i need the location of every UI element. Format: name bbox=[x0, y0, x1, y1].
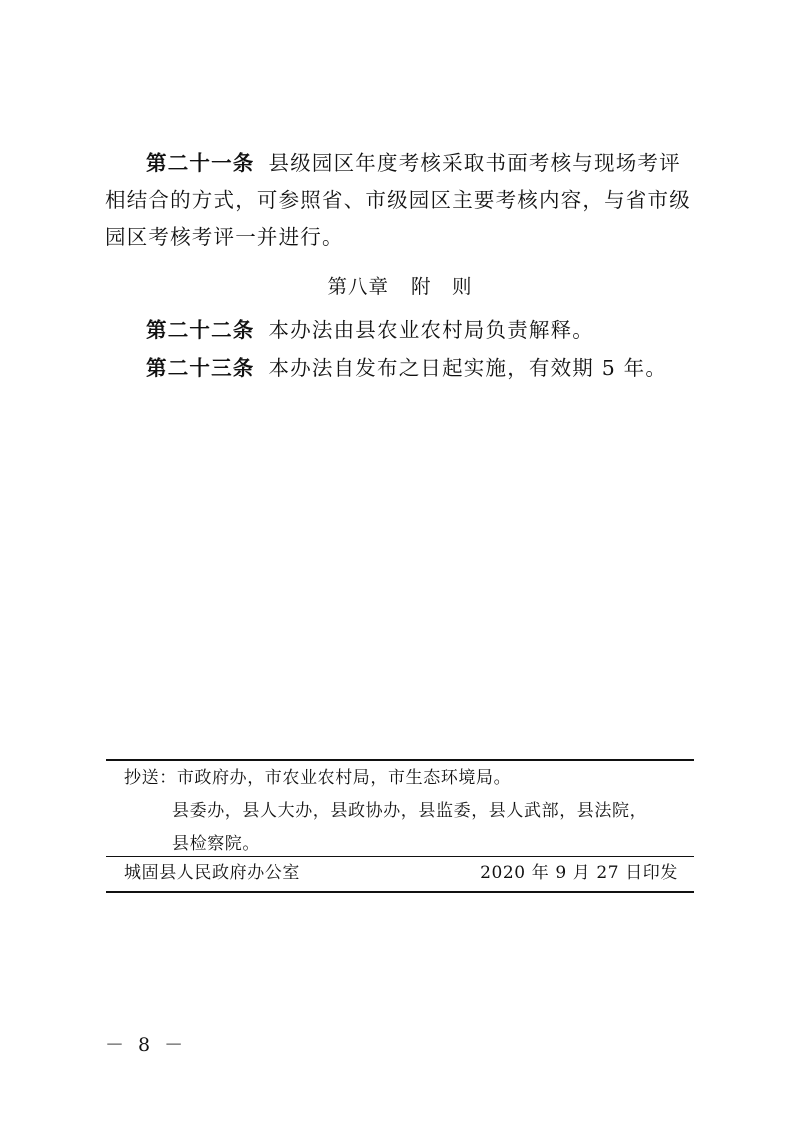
cc-recipients-2: 县委办，县人大办，县政协办，县监委，县人武部，县法院， bbox=[172, 801, 648, 821]
article-21-text: 县级园区年度考核采取书面考核与现场考评相结合的方式，可参照省、市级园区主要考核内容，与省市级园区考核考评一并进行。 bbox=[105, 151, 691, 249]
cc-block bbox=[124, 762, 647, 861]
issue-date: 2020 年 9 月 27 日印发 bbox=[480, 863, 678, 883]
article-21-number: 第二十一条 bbox=[146, 151, 255, 175]
cc-recipients-3: 县检察院。 bbox=[172, 834, 260, 854]
cc-line-1 bbox=[124, 762, 647, 795]
page-number: － 8 － bbox=[105, 1034, 188, 1056]
footer-bottom-rule bbox=[106, 891, 694, 893]
article-23 bbox=[105, 350, 695, 387]
chapter-heading bbox=[105, 271, 695, 299]
cc-top-rule bbox=[106, 759, 694, 761]
chapter-title: 附 则 bbox=[411, 275, 473, 298]
article-23-text: 本办法自发布之日起实施，有效期 5 年。 bbox=[268, 356, 668, 380]
issuer: 城固县人民政府办公室 bbox=[124, 863, 300, 883]
cc-recipients-1: 市政府办，市农业农村局，市生态环境局。 bbox=[176, 768, 512, 788]
article-22-text: 本办法由县农业农村局负责解释。 bbox=[268, 318, 594, 342]
article-22 bbox=[105, 312, 695, 349]
article-22-number: 第二十二条 bbox=[146, 318, 255, 342]
cc-line-2 bbox=[124, 795, 647, 828]
chapter-label: 第八章 bbox=[327, 275, 389, 298]
cc-bottom-rule bbox=[106, 856, 694, 857]
article-21 bbox=[105, 145, 695, 256]
cc-label: 抄送： bbox=[124, 768, 177, 788]
article-23-number: 第二十三条 bbox=[146, 356, 255, 380]
